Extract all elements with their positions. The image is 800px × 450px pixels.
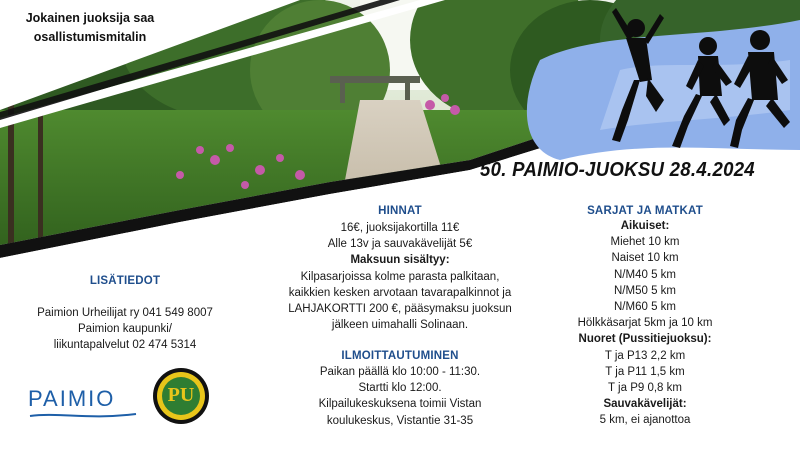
adults-title: Aikuiset: (620, 220, 670, 232)
registration-line: Paikan päällä klo 10:00 - 11:30. (319, 366, 481, 378)
series-item: Hölkkäsarjat 5km ja 10 km (577, 317, 713, 330)
price-line: 16€, juoksijakortilla 11€ (340, 222, 460, 234)
included-line: jälkeen uimahalli Solinaan. (331, 319, 469, 332)
price-line: Alle 13v ja sauvakävelijät 5€ (327, 238, 473, 251)
paimio-logo (28, 386, 138, 416)
registration-title: ILMOITTAUTUMINEN (341, 350, 459, 362)
medal-note-line2: osallistumismitalin (33, 30, 147, 44)
included-line: kaikkien kesken arvotaan tavarapalkinnot ja (288, 286, 512, 299)
registration-line: Kilpailukeskuksena toimii Vistan (318, 398, 482, 411)
registration-line: Startti klo 12:00. (358, 382, 442, 395)
paimio-logo-wave (28, 412, 138, 420)
info-section (10, 275, 240, 354)
medal-note-line1: Jokainen juoksija saa (25, 11, 155, 25)
prices-section (260, 205, 540, 333)
club-logo-monogram: PU (167, 384, 195, 406)
series-item: T ja P9 0,8 km (608, 382, 682, 395)
registration-line: koulukeskus, Vistantie 31-35 (326, 414, 474, 427)
info-title: LISÄTIEDOT (89, 275, 161, 287)
series-item: T ja P13 2,2 km (604, 349, 686, 362)
prices-title: HINNAT (378, 205, 422, 217)
series-item: Naiset 10 km (611, 252, 679, 265)
info-line: Paimion Urheilijat ry 041 549 8007 (37, 307, 213, 319)
event-title: 50. PAIMIO-JUOKSU 28.4.2024 (480, 159, 755, 181)
youth-title: Nuoret (Pussitiejuoksu): (578, 333, 712, 346)
info-lines (10, 305, 240, 354)
info-line: liikuntapalvelut 02 474 5314 (53, 339, 197, 352)
registration-section (260, 350, 540, 429)
series-item: T ja P11 1,5 km (605, 365, 685, 378)
medal-note (0, 9, 180, 47)
included-line: LAHJAKORTTI 200 €, pääsymaksu juoksun (288, 303, 512, 316)
series-title: SARJAT JA MATKAT (587, 205, 703, 217)
series-item: 5 km, ei ajanottoa (599, 414, 691, 427)
series-item: N/M60 5 km (614, 301, 676, 314)
series-item: N/M40 5 km (614, 268, 676, 281)
paimio-logo-text: PAIMIO (28, 386, 116, 411)
included-title: Maksuun sisältyy: (350, 254, 450, 267)
club-logo (152, 367, 210, 425)
series-item: N/M50 5 km (614, 284, 676, 297)
info-line: Paimion kaupunki/ (78, 323, 172, 336)
series-section (555, 205, 735, 429)
series-item: Miehet 10 km (610, 236, 680, 249)
included-line: Kilpasarjoissa kolme parasta palkitaan, (300, 270, 500, 283)
walkers-title: Sauvakävelijät: (603, 398, 687, 411)
